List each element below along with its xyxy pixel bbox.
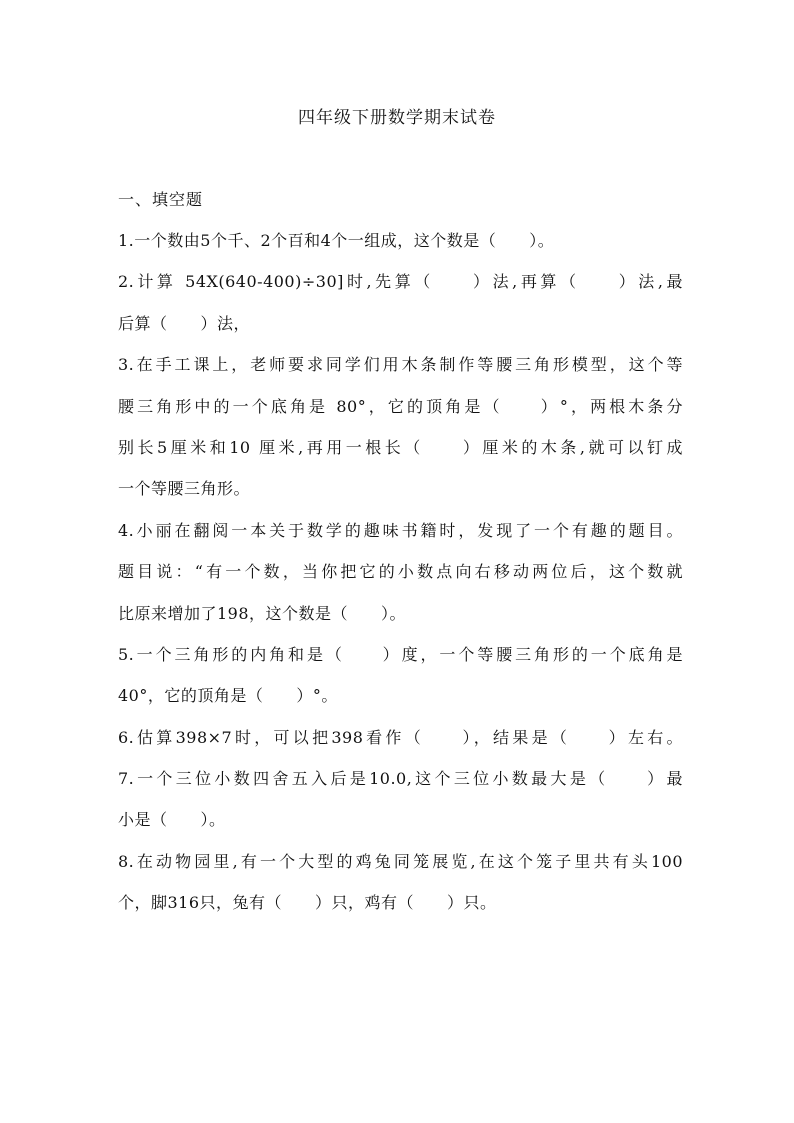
question-line: 7.一个三位小数四舍五入后是10.0,这个三位小数最大是（ ）最 (118, 769, 683, 789)
question-line: 1.一个数由5个千、2个百和4个一组成，这个数是（ ）。 (118, 231, 555, 250)
question-line: 后算（ ）法， (118, 313, 251, 333)
exam-content (118, 186, 683, 931)
question-line: 40°，它的顶角是（ ）°。 (118, 686, 338, 706)
section-heading-fill-in-blank: 一、填空题 (118, 190, 204, 209)
question-line: 6.估算398×7时，可以把398看作（ ），结果是（ ）左右。 (118, 727, 683, 747)
question-line: 8.在动物园里,有一个大型的鸡兔同笼展览,在这个笼子里共有头100 (118, 851, 683, 871)
question-line: 小是（ ）。 (118, 810, 226, 830)
question-line: 腰三角形中的一个底角是 80°，它的顶角是（ ）°，两根木条分 (118, 396, 683, 416)
question-line: 3.在手工课上，老师要求同学们用木条制作等腰三角形模型，这个等 (118, 355, 683, 375)
question-line: 题目说：“有一个数，当你把它的小数点向右移动两位后，这个数就 (118, 562, 683, 582)
question-line: 一个等腰三角形。 (118, 479, 251, 499)
question-line: 4.小丽在翻阅一本关于数学的趣味书籍时，发现了一个有趣的题目。 (118, 520, 683, 540)
question-line: 别长5厘米和10 厘米,再用一根长（ ）厘米的木条,就可以钉成 (118, 437, 683, 457)
question-line: 个，脚316只，兔有（ ）只，鸡有（ ）只。 (118, 893, 497, 913)
exam-title: 四年级下册数学期末试卷 (298, 108, 496, 128)
question-line: 比原来增加了198，这个数是（ ）。 (118, 603, 407, 623)
question-line: 5.一个三角形的内角和是（ ）度，一个等腰三角形的一个底角是 (118, 644, 683, 664)
question-line: 2.计算 54X(640-400)÷30]时,先算（ ）法,再算（ ）法,最 (118, 272, 683, 292)
